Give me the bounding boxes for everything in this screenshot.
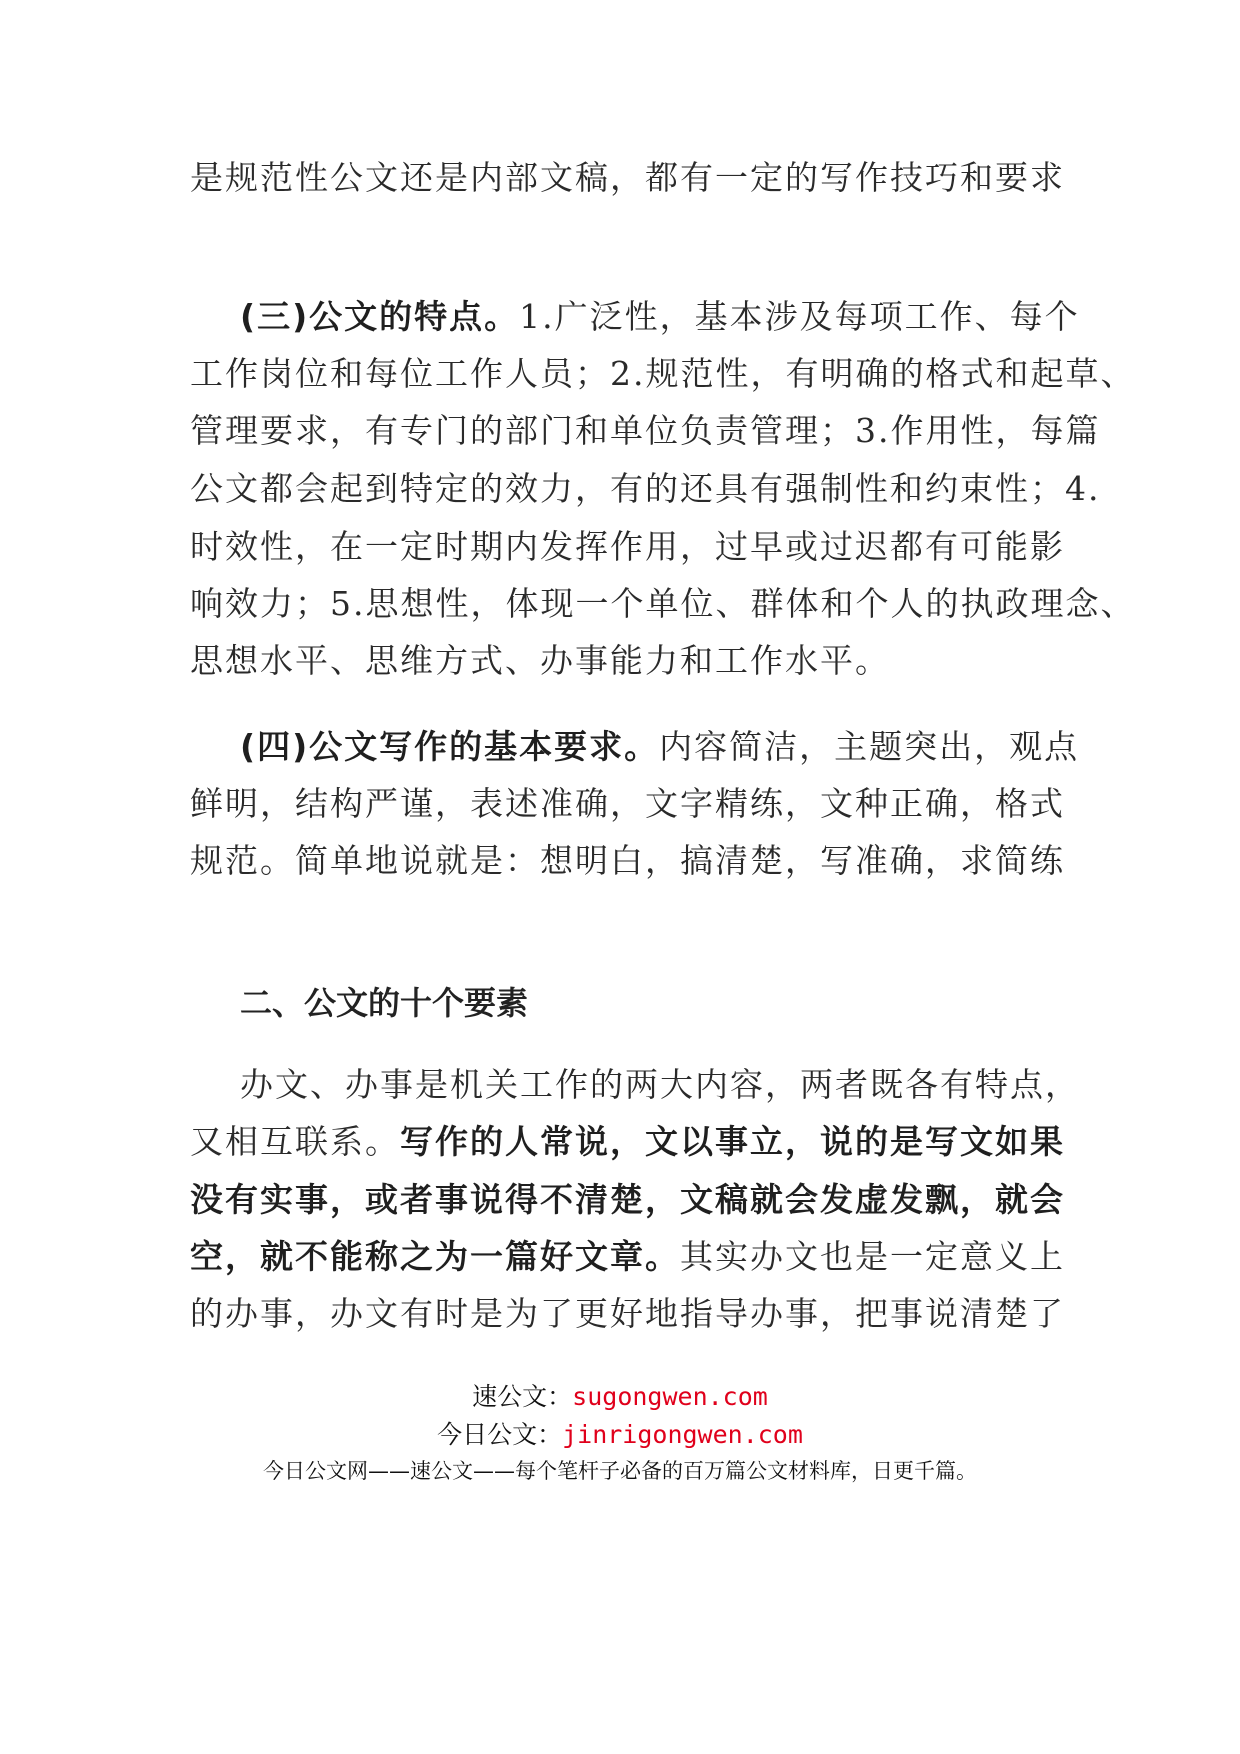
paragraph-requirements-line-3: 规范。简单地说就是：想明白，搞清楚，写准确，求简练 xyxy=(190,841,1065,880)
chapter-heading-ten-elements: 二、公文的十个要素 xyxy=(240,984,529,1022)
text-run: 1.广泛性，基本涉及每项工作、每个 xyxy=(519,297,1080,336)
paragraph-elements-line-2 xyxy=(190,1122,1070,1162)
paragraph-continuation-line: 是规范性公文还是内部文稿，都有一定的写作技巧和要求 xyxy=(190,158,1065,197)
section-heading-requirements: (四)公文写作的基本要求。 xyxy=(240,727,660,766)
paragraph-features-line-6: 响效力；5.思想性，体现一个单位、群体和个人的执政理念、 xyxy=(190,584,1136,623)
jinrigongwen-link[interactable]: jinrigongwen.com xyxy=(562,1420,803,1449)
paragraph-elements-line-5: 的办事，办文有时是为了更好地指导办事，把事说清楚了 xyxy=(190,1294,1065,1333)
section-heading-features: (三)公文的特点。 xyxy=(240,297,520,336)
emphasis-text: 空，就不能称之为一篇好文章。 xyxy=(190,1237,680,1276)
paragraph-elements-line-3: 没有实事，或者事说得不清楚，文稿就会发虚发飘，就会 xyxy=(190,1180,1065,1219)
footer-jinrigongwen xyxy=(0,1418,1240,1452)
emphasis-text: 写作的人常说，文以事立，说的是写文如果 xyxy=(400,1122,1065,1161)
paragraph-features-line-5: 时效性，在一定时期内发挥作用，过早或过迟都有可能影 xyxy=(190,527,1065,566)
text-run: 其实办文也是一定意义上 xyxy=(680,1237,1065,1276)
footer-slogan: 今日公文网——速公文——每个笔杆子必备的百万篇公文材料库，日更千篇。 xyxy=(263,1459,977,1483)
paragraph-features-line-2: 工作岗位和每位工作人员；2.规范性，有明确的格式和起草、 xyxy=(190,354,1136,393)
paragraph-features-line-1 xyxy=(240,297,1120,337)
footer-label: 今日公文： xyxy=(437,1420,563,1449)
sugongwen-link[interactable]: sugongwen.com xyxy=(572,1382,768,1411)
paragraph-features-line-7: 思想水平、思维方式、办事能力和工作水平。 xyxy=(190,641,890,680)
paragraph-requirements-line-1 xyxy=(240,727,1120,767)
paragraph-features-line-4: 公文都会起到特定的效力，有的还具有强制性和约束性；4. xyxy=(190,469,1101,508)
text-run: 内容简洁，主题突出，观点 xyxy=(659,727,1080,766)
paragraph-elements-line-4 xyxy=(190,1237,1070,1277)
footer-sugongwen xyxy=(0,1380,1240,1414)
paragraph-elements-line-1: 办文、办事是机关工作的两大内容，两者既各有特点， xyxy=(240,1065,1080,1104)
text-run: 又相互联系。 xyxy=(190,1122,400,1161)
footer-label: 速公文： xyxy=(472,1382,573,1411)
paragraph-features-line-3: 管理要求，有专门的部门和单位负责管理；3.作用性，每篇 xyxy=(190,411,1101,450)
paragraph-requirements-line-2: 鲜明，结构严谨，表述准确，文字精练，文种正确，格式 xyxy=(190,784,1065,823)
